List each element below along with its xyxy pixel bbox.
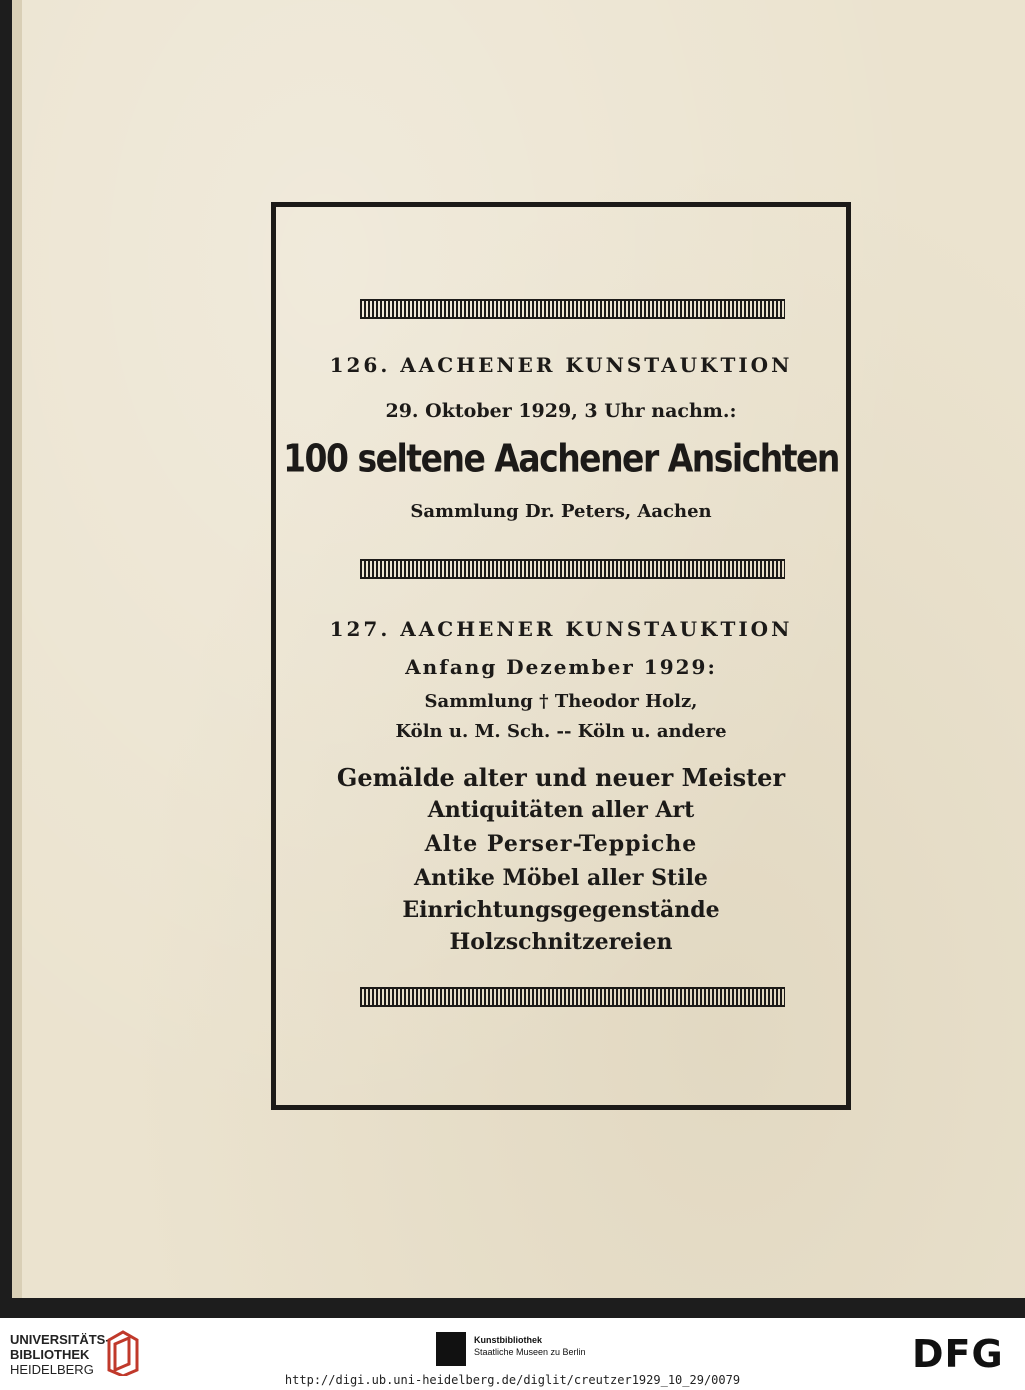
decorative-rule-bottom (360, 987, 785, 1007)
auction-126-collection: Sammlung Dr. Peters, Aachen (410, 501, 712, 522)
permalink-url[interactable]: http://digi.ub.uni-heidelberg.de/diglit/creutzer1929_10_29/0079 (284, 1373, 741, 1387)
kunstbibliothek-icon (436, 1332, 466, 1366)
auction-127-heading: 127. AACHENER KUNSTAUKTION (329, 617, 793, 641)
auction-127-collection-line1: Sammlung † Theodor Holz, (424, 691, 698, 712)
kunstbibliothek-logo[interactable] (436, 1332, 596, 1372)
auction-126-title: 100 seltene Aachener Ansichten (283, 436, 839, 481)
ub-logo-line2: BIBLIOTHEK (10, 1347, 90, 1362)
auction-127-item: Antiquitäten aller Art (427, 797, 695, 823)
kunstbibliothek-text (474, 1334, 586, 1358)
auction-126-date: 29. Oktober 1929, 3 Uhr nachm.: (385, 400, 737, 422)
university-library-logo[interactable] (10, 1332, 110, 1377)
decorative-rule-middle (360, 559, 785, 579)
ub-logo-line1: UNIVERSITÄTS- (10, 1332, 110, 1347)
ub-book-icon (105, 1330, 139, 1376)
auction-127-collection-line2: Köln u. M. Sch. -- Köln u. andere (395, 721, 727, 742)
dfg-logo[interactable]: DFG (912, 1332, 1004, 1376)
ub-logo-line3: HEIDELBERG (10, 1362, 94, 1377)
auction-127-date: Anfang Dezember 1929: (405, 655, 717, 679)
viewer-footer (0, 1318, 1025, 1390)
auction-127-item: Einrichtungsgegenstände (402, 897, 720, 923)
auction-127-item: Gemälde alter und neuer Meister (336, 763, 786, 792)
decorative-rule-top (360, 299, 785, 319)
page-paper (12, 0, 1025, 1298)
auction-126-heading: 126. AACHENER KUNSTAUKTION (329, 353, 793, 377)
advertisement-frame (271, 202, 851, 1110)
kb-line1: Kunstbibliothek (474, 1335, 542, 1345)
auction-127-item: Holzschnitzereien (449, 929, 673, 955)
kb-line2: Staatliche Museen zu Berlin (474, 1347, 586, 1357)
auction-127-item: Alte Perser-Teppiche (424, 831, 698, 857)
auction-127-item: Antike Möbel aller Stile (414, 865, 708, 891)
